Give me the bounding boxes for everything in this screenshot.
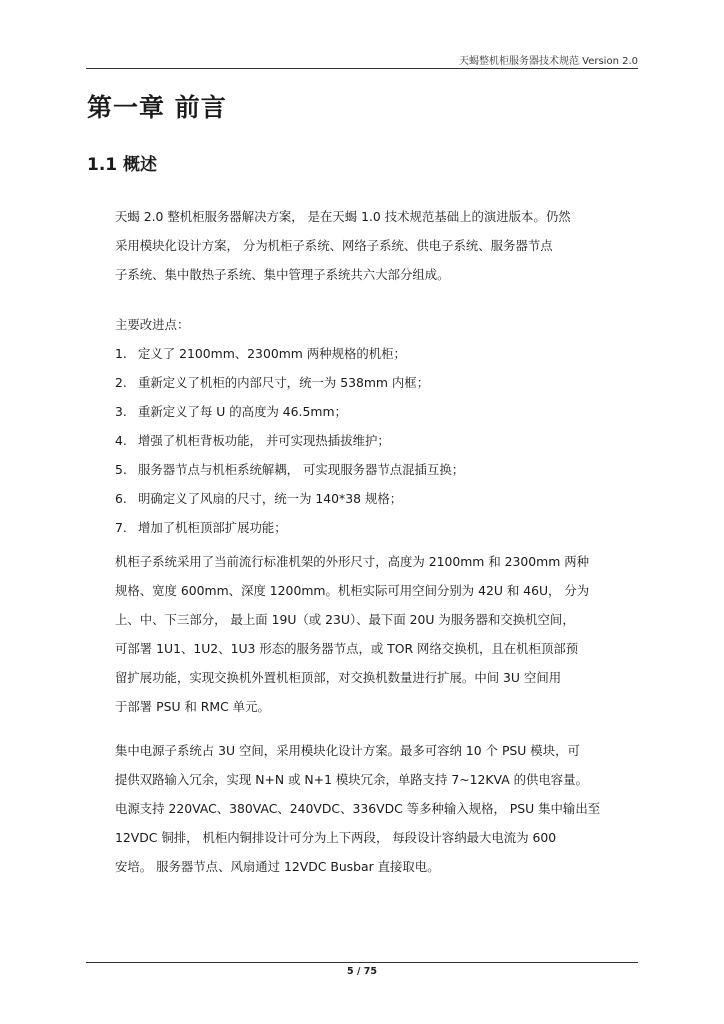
list-number: 2. bbox=[115, 375, 127, 390]
list-number: 6. bbox=[115, 491, 127, 506]
power-line: 12VDC 铜排， 机柜内铜排设计可分为上下两段， 每段设计容纳最大电流为 600 bbox=[115, 830, 557, 845]
improvements-heading: 主要改进点： bbox=[115, 317, 190, 332]
list-number: 3. bbox=[115, 404, 127, 419]
list-item bbox=[115, 484, 635, 513]
power-line: 集中电源子系统占 3U 空间，采用模块化设计方案。最多可容纳 10 个 PSU 模块，可 bbox=[115, 743, 580, 758]
cabinet-line: 于部署 PSU 和 RMC 单元。 bbox=[115, 699, 270, 714]
section-title: 1.1 概述 bbox=[87, 155, 158, 175]
power-line: 提供双路输入冗余，实现 N+N 或 N+1 模块冗余，单路支持 7~12KVA 的供电容量。 bbox=[115, 772, 588, 787]
cabinet-line: 规格、宽度 600mm、深度 1200mm。机柜实际可用空间分别为 42U 和 46U， 分为 bbox=[115, 583, 590, 598]
list-number: 1. bbox=[115, 346, 127, 361]
list-number: 4. bbox=[115, 433, 127, 448]
list-number: 7. bbox=[115, 520, 127, 535]
running-header: 天蝎整机柜服务器技术规范 Version 2.0 bbox=[458, 56, 638, 67]
list-text: 增加了机柜顶部扩展功能； bbox=[138, 520, 287, 535]
list-text: 明确定义了风扇的尺寸，统一为 140*38 规格； bbox=[138, 491, 403, 506]
header-rule bbox=[86, 68, 638, 69]
intro-line: 天蝎 2.0 整机柜服务器解决方案， 是在天蝎 1.0 技术规范基础上的演进版本。仍然 bbox=[115, 209, 571, 224]
cabinet-line: 留扩展功能，实现交换机外置机柜顶部，对交换机数量进行扩展。中间 3U 空间用 bbox=[115, 670, 562, 685]
power-paragraph bbox=[115, 736, 635, 881]
list-item bbox=[115, 368, 635, 397]
list-text: 增强了机柜背板功能， 并可实现热插拔维护； bbox=[138, 433, 390, 448]
list-item bbox=[115, 513, 635, 542]
list-text: 定义了 2100mm、2300mm 两种规格的机柜； bbox=[138, 346, 406, 361]
cabinet-line: 机柜子系统采用了当前流行标准机架的外形尺寸，高度为 2100mm 和 2300mm 两种 bbox=[115, 554, 590, 569]
list-item bbox=[115, 397, 635, 426]
cabinet-paragraph bbox=[115, 547, 635, 721]
intro-paragraph bbox=[115, 202, 635, 289]
list-text: 重新定义了每 U 的高度为 46.5mm； bbox=[138, 404, 347, 419]
list-text: 服务器节点与机柜系统解耦， 可实现服务器节点混插互换； bbox=[138, 462, 465, 477]
power-line: 电源支持 220VAC、380VAC、240VDC、336VDC 等多种输入规格， PSU 集中输出至 bbox=[115, 801, 601, 816]
list-item bbox=[115, 339, 635, 368]
intro-line: 采用模块化设计方案， 分为机柜子系统、网络子系统、供电子系统、服务器节点 bbox=[115, 238, 553, 253]
power-line: 安培。 服务器节点、风扇通过 12VDC Busbar 直接取电。 bbox=[115, 859, 440, 874]
cabinet-line: 可部署 1U1、1U2、1U3 形态的服务器节点，或 TOR 网络交换机，且在机柜顶部预 bbox=[115, 641, 579, 656]
footer-rule bbox=[86, 962, 638, 963]
page-number: 5 / 75 bbox=[347, 966, 377, 977]
list-item bbox=[115, 426, 635, 455]
list-text: 重新定义了机柜的内部尺寸，统一为 538mm 内框； bbox=[138, 375, 430, 390]
chapter-title: 第一章 前言 bbox=[87, 93, 227, 122]
list-number: 5. bbox=[115, 462, 127, 477]
list-item bbox=[115, 455, 635, 484]
cabinet-line: 上、中、下三部分， 最上面 19U（或 23U）、最下面 20U 为服务器和交换机空间， bbox=[115, 612, 575, 627]
intro-line: 子系统、集中散热子系统、集中管理子系统共六大部分组成。 bbox=[115, 267, 450, 282]
improvements-list bbox=[115, 339, 635, 542]
